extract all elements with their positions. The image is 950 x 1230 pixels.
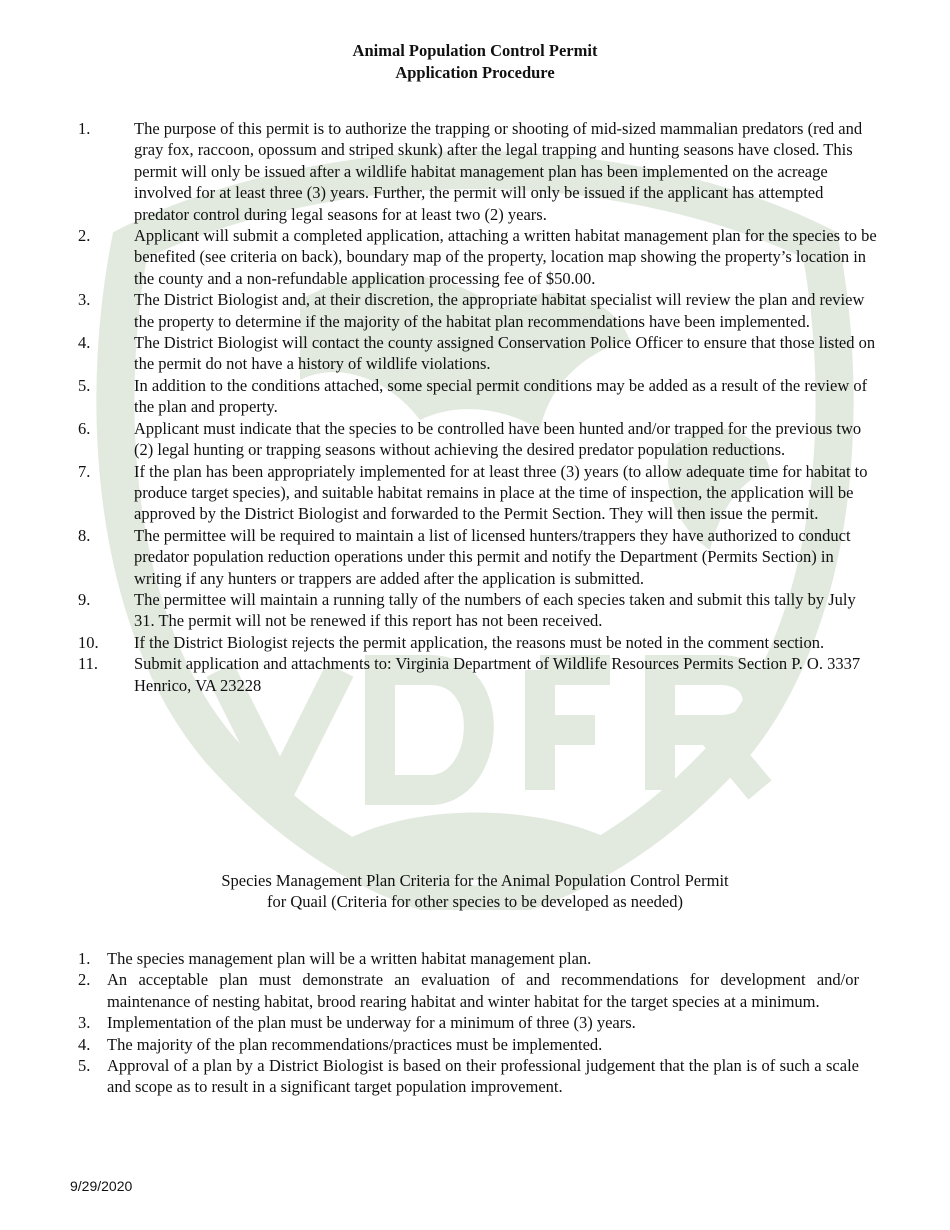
procedure-text: If the plan has been appropriately implemented for at least three (3) years (to allow adequate time for habitat to produce target species), and suitable habitat remains in place at the time of inspection, the application will be approved by the District Biologist and forwarded to the Permit Section. They will then issue the permit. [134, 461, 868, 524]
procedure-item-11 [78, 653, 878, 696]
procedure-item-9 [78, 589, 878, 632]
procedure-text: Submit application and attachments to: Virginia Department of Wildlife Resources Permits Section P. O. 3337 Henrico, VA 23228 [134, 654, 861, 695]
procedure-item-7 [78, 461, 878, 525]
procedure-text: The District Biologist will contact the county assigned Conservation Police Officer to ensure that those listed on the permit do not have a history of wildlife violations. [134, 333, 876, 374]
procedure-item-10 [78, 632, 878, 653]
procedure-number: 9. [78, 589, 91, 609]
criteria-title-block [0, 870, 950, 913]
procedure-item-5 [78, 375, 878, 418]
criteria-list [78, 948, 859, 1098]
procedure-item-6 [78, 418, 878, 461]
procedure-text: Applicant must indicate that the species to be controlled have been hunted and/or trapped for the previous two (2) legal hunting or trapping seasons without achieving the desired predator population reductions. [134, 418, 862, 460]
procedure-number: 11. [78, 654, 99, 674]
procedure-item-1 [78, 118, 878, 225]
criteria-title-line1: Species Management Plan Criteria for the Animal Population Control Permit [221, 871, 729, 890]
criteria-text: The majority of the plan recommendations/practices must be implemented. [107, 1034, 603, 1054]
procedure-number: 10. [78, 632, 99, 652]
criteria-item-1 [78, 948, 859, 969]
procedure-number: 4. [78, 333, 91, 353]
procedure-text: The permittee will be required to maintain a list of licensed hunters/trappers they have authorized to conduct predator population reduction operations under this permit and notify the Department (Permits Section) in writing if any hunters or trappers are added after the application is submitted. [134, 525, 851, 588]
footer-date: 9/29/2020 [70, 1178, 133, 1194]
procedure-item-3 [78, 289, 878, 332]
procedure-text: The purpose of this permit is to authorize the trapping or shooting of mid-sized mammalian predators (red and gray fox, raccoon, opossum and striped skunk) after the legal trapping and hunting seasons have closed. This permit will only be issued after a wildlife habitat management plan has been implemented on the acreage involved for at least three (3) years. Further, the permit will only be issued if the applicant has attempted predator control during legal seasons for at least two (2) years. [134, 119, 863, 224]
criteria-number: 3. [78, 1013, 91, 1033]
criteria-item-5 [78, 1055, 859, 1098]
procedure-number: 1. [78, 119, 91, 138]
procedure-number: 8. [78, 525, 91, 545]
criteria-text: Approval of a plan by a District Biologist is based on their professional judgement that the plan is of such a scale and scope as to result in a significant target population improvement. [107, 1056, 859, 1097]
criteria-text: An acceptable plan must demonstrate an evaluation of and recommendations for development and/or maintenance of nesting habitat, brood rearing habitat and winter habitat for the target species at a minimum. [107, 970, 859, 1011]
procedure-number: 3. [78, 290, 91, 310]
procedure-item-2 [78, 225, 878, 289]
document-title-block [0, 40, 950, 84]
procedure-text: In addition to the conditions attached, some special permit conditions may be added as a result of the review of the plan and property. [134, 375, 868, 417]
criteria-item-2 [78, 969, 859, 1012]
criteria-item-4 [78, 1034, 859, 1055]
document-subtitle: Application Procedure [395, 63, 555, 82]
procedure-number: 6. [78, 418, 91, 438]
criteria-text: The species management plan will be a written habitat management plan. [107, 949, 592, 968]
criteria-text: Implementation of the plan must be underway for a minimum of three (3) years. [107, 1013, 636, 1033]
procedure-text: Applicant will submit a completed application, attaching a written habitat management plan for the species to be benefited (see criteria on back), boundary map of the property, location map showing the property’s location in the county and a non-refundable application processing fee of $50.00. [134, 226, 877, 288]
procedure-item-8 [78, 525, 878, 589]
procedure-number: 5. [78, 375, 91, 395]
criteria-number: 1. [78, 949, 91, 968]
document-title: Animal Population Control Permit [352, 41, 598, 60]
procedure-number: 7. [78, 461, 91, 481]
procedure-number: 2. [78, 226, 91, 246]
criteria-title-line2: for Quail (Criteria for other species to be developed as needed) [267, 892, 683, 912]
criteria-number: 4. [78, 1034, 91, 1054]
procedure-text: If the District Biologist rejects the permit application, the reasons must be noted in the comment section. [134, 632, 825, 652]
procedure-text: The District Biologist and, at their discretion, the appropriate habitat specialist will review the plan and review the property to determine if the majority of the habitat plan recommendations have been implemented. [134, 290, 865, 331]
procedure-list [78, 118, 878, 696]
procedure-item-4 [78, 332, 878, 375]
criteria-item-3 [78, 1012, 859, 1033]
procedure-text: The permittee will maintain a running tally of the numbers of each species taken and submit this tally by July 31. The permit will not be renewed if this report has not been received. [134, 589, 856, 631]
criteria-number: 5. [78, 1056, 91, 1076]
criteria-number: 2. [78, 970, 91, 990]
